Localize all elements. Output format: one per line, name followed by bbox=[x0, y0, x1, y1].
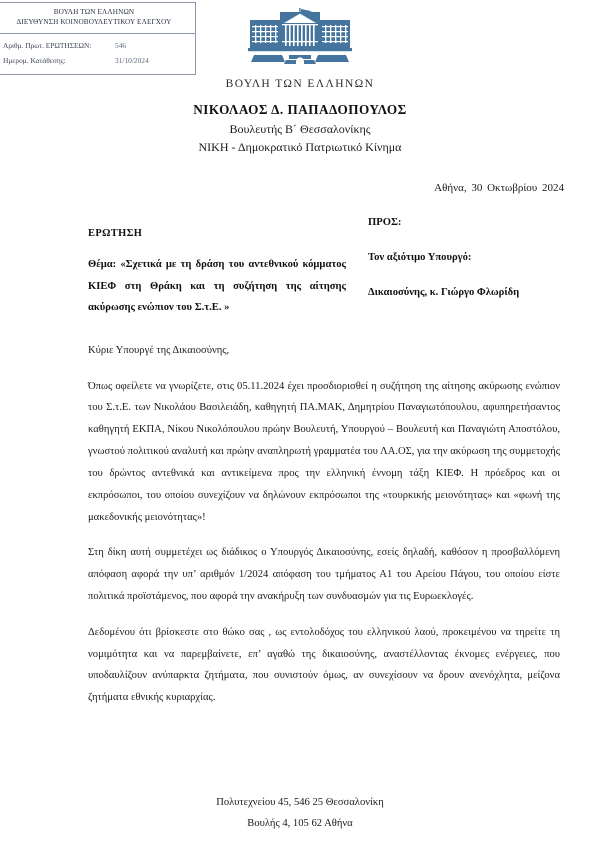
question-subject: Θέμα: «Σχετικά με τη δράση του αντεθνικού κόμματος ΚΙΕΦ στη Θράκη και τη συζήτηση της αίτησης ακύρωσης ενώπιον του Σ.τ.Ε. » bbox=[88, 259, 346, 314]
recipient-to-label: ΠΡΟΣ: bbox=[368, 217, 402, 228]
footer-address-athens: Βουλής 4, 105 62 Αθήνα bbox=[247, 817, 353, 829]
footer-address-thessaloniki: Πολυτεχνείου 45, 546 25 Θεσσαλονίκη bbox=[216, 796, 384, 808]
registry-stamp-header-line1: ΒΟΥΛΗ ΤΩΝ ΕΛΛΗΝΩΝ bbox=[53, 8, 135, 16]
member-name: ΝΙΚΟΛΑΟΣ Δ. ΠΑΠΑΔΟΠΟΥΛΟΣ bbox=[193, 102, 407, 117]
hellenic-parliament-emblem-icon bbox=[248, 8, 352, 74]
body-paragraph-2: Στη δίκη αυτή συμμετέχει ως διάδικος ο Υπουργός Δικαιοσύνης, εσείς δηλαδή, καθόσον η προσβαλλόμενη απόφαση αφορά την υπ’ αριθμόν 1/2024 απόφαση του τμήματος Α1 του Αρείου Πάγου, του οποίου είστε πολιτικά προϊστάμενος, που αφορά την ανακήρυξη των συνδυασμών για τις Ευρωεκλογές. bbox=[88, 547, 560, 602]
recipient-block bbox=[368, 215, 578, 301]
member-role: Βουλευτής Β΄ Θεσσαλονίκης bbox=[229, 121, 371, 136]
protocol-number-label: Αριθμ. Πρωτ. ΕΡΩΤΗΣΕΩΝ: bbox=[3, 40, 92, 50]
recipient-minister: Δικαιοσύνης, κ. Γιώργο Φλωρίδη bbox=[368, 286, 520, 298]
place-and-date: Αθήνα, 30 Οκτωβρίου 2024 bbox=[434, 182, 564, 194]
member-party: ΝΙΚΗ - Δημοκρατικό Πατριωτικό Κίνημα bbox=[198, 140, 402, 155]
salutation: Κύριε Υπουργέ της Δικαιοσύνης, bbox=[88, 345, 230, 356]
question-heading: ΕΡΩΤΗΣΗ bbox=[88, 228, 143, 239]
submission-date-value: 31/10/2024 bbox=[115, 55, 149, 65]
document-body bbox=[88, 341, 560, 709]
body-paragraph-1: Όπως οφείλετε να γνωρίζετε, στις 05.11.2024 έχει προσδιορισθεί η συζήτηση της αίτησης ακύρωσης ενώπιον του Σ.τ.Ε. των Νικολάου Βασιλειάδη, καθηγητή ΠΑ.ΜΑΚ, Δημητρίου Παναγιωτόπουλου, αφυπηρετήσαντος καθηγητή ΕΚΠΑ, Νίκου Νικολόπουλου πρώην Βουλευτή, Υπουργού – Βουλευτή και Παναγιώτη Αποστόλου, γνωστού πολιτικού αναλυτή και πρώην αναπληρωτή γραμματέα του ΛΑ.ΟΣ, για την ακύρωση της συμμετοχής του δρώντος αντεθνικά και αντικείμενα προς την ελληνική έννομη τάξη ΚΙΕΦ. Η πρόεδρος και οι εκπρόσωποι, του οποίου συνεχίζουν να δηλώνουν εκπρόσωποι της «τουρκικής μειονότητας» και «φωνή της μακεδονικής μειονότητας»! bbox=[88, 380, 560, 523]
protocol-number-value: 546 bbox=[115, 40, 127, 50]
emblem-container bbox=[0, 8, 600, 79]
member-identity-block bbox=[0, 100, 600, 157]
institution-title: ΒΟΥΛΗ ΤΩΝ ΕΛΛΗΝΩΝ bbox=[225, 78, 375, 90]
registry-stamp-header-line2: ΔΙΕΥΘΥΝΣΗ ΚΟΙΝΟΒΟΥΛΕΥΤΙΚΟΥ ΕΛΕΓΧΟΥ bbox=[16, 18, 172, 27]
recipient-honorific: Τον αξιότιμο Υπουργό: bbox=[368, 251, 472, 263]
footer-addresses bbox=[0, 792, 600, 834]
submission-date-label: Ημερομ. Κατάθεσης: bbox=[3, 55, 66, 65]
body-paragraph-3: Δεδομένου ότι βρίσκεστε στο θώκο σας , ως εντολοδόχος του ελληνικού λαού, προκειμένου να τηρείτε τη νομιμότητα και να παρεμβαίνετε, επ’ αγαθώ της δικαιοσύνης, αναστέλλοντας έκνομες ενέργειες, που υποδαυλίζουν ανύπαρκτα ζητήματα, που συνιστούν όμως, αν συνεχίσουν να δρουν ανενόχλητα, μείζονα ζητήματα εθνικής κυριαρχίας. bbox=[88, 626, 560, 704]
